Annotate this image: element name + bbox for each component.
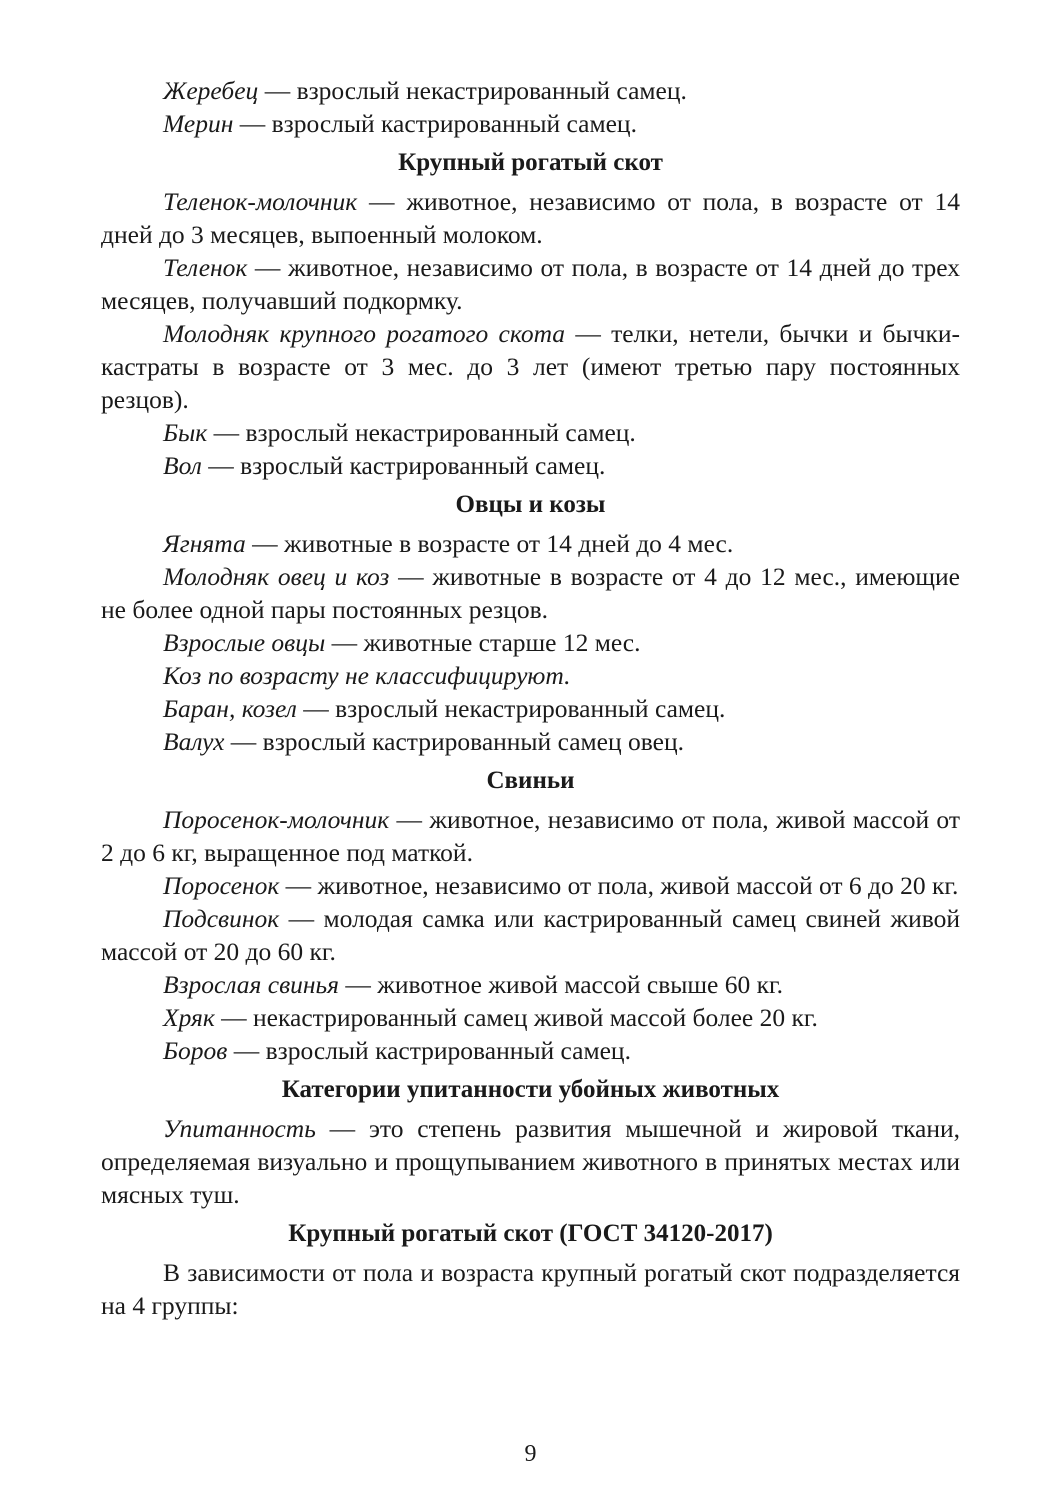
definition-paragraph bbox=[101, 449, 960, 482]
definition-paragraph bbox=[101, 416, 960, 449]
term: Бык bbox=[163, 418, 208, 447]
definition-text: — животные в возрасте от 4 до 12 мес., имеющие не более одной пары постоянных резцов. bbox=[101, 562, 960, 624]
definition-paragraph bbox=[101, 902, 960, 968]
term: Баран, козел bbox=[163, 694, 297, 723]
definition-text: — животное живой массой свыше 60 кг. bbox=[339, 970, 783, 999]
definition-text: — животное, независимо от пола, живой массой от 2 до 6 кг, выращенное под маткой. bbox=[101, 805, 960, 867]
body-paragraph bbox=[101, 1256, 960, 1322]
term: Взрослые овцы bbox=[163, 628, 326, 657]
definition-text: — животные в возрасте от 14 дней до 4 мес. bbox=[245, 529, 734, 558]
term: Хряк bbox=[163, 1003, 215, 1032]
definition-text: — животное, независимо от пола, живой массой от 6 до 20 кг. bbox=[279, 871, 959, 900]
definition-paragraph bbox=[101, 869, 960, 902]
term: Теленок bbox=[163, 253, 248, 282]
definition-paragraph bbox=[101, 626, 960, 659]
term: Подсвинок bbox=[163, 904, 280, 933]
term: Валух bbox=[163, 727, 225, 756]
definition-paragraph bbox=[101, 659, 960, 692]
term: Поросенок bbox=[163, 871, 280, 900]
term: Боров bbox=[163, 1036, 228, 1065]
definition-paragraph bbox=[101, 74, 960, 107]
section-heading: Крупный рогатый скот (ГОСТ 34120-2017) bbox=[288, 1220, 773, 1247]
definition-paragraph bbox=[101, 317, 960, 416]
definition-paragraph bbox=[101, 560, 960, 626]
term: Теленок-молочник bbox=[163, 187, 358, 216]
definition-text: — животное, независимо от пола, в возрасте от 14 дней до 3 месяцев, выпоенный молоком. bbox=[101, 187, 960, 249]
definition-text: — взрослый некастрированный самец. bbox=[258, 76, 687, 105]
definition-text: — взрослый кастрированный самец. bbox=[201, 451, 606, 480]
term: Молодняк овец и коз bbox=[163, 562, 390, 591]
definition-paragraph bbox=[101, 1001, 960, 1034]
term: Вол bbox=[163, 451, 202, 480]
definition-text: — молодая самка или кастрированный самец свиней живой массой от 20 до 60 кг. bbox=[101, 904, 960, 966]
section-heading: Овцы и козы bbox=[455, 491, 606, 518]
term: Молодняк крупного рогатого скота bbox=[163, 319, 566, 348]
definition-paragraph bbox=[101, 107, 960, 140]
term: Ягнята bbox=[163, 529, 246, 558]
definition-paragraph bbox=[101, 968, 960, 1001]
definition-paragraph bbox=[101, 1034, 960, 1067]
definition-text: — животные старше 12 мес. bbox=[325, 628, 641, 657]
definition-paragraph bbox=[101, 251, 960, 317]
paragraph-text: В зависимости от пола и возраста крупный рогатый скот подразделяется на 4 группы: bbox=[101, 1258, 960, 1320]
definition-text: — взрослый некастрированный самец. bbox=[296, 694, 726, 723]
section-heading: Категории упитанности убойных животных bbox=[281, 1076, 780, 1103]
definition-text: — взрослый некастрированный самец. bbox=[207, 418, 636, 447]
term: Жеребец bbox=[163, 76, 259, 105]
definition-text: — животное, независимо от пола, в возрасте от 14 дней до трех месяцев, получавший подкормку. bbox=[101, 253, 960, 315]
definition-paragraph bbox=[101, 1112, 960, 1211]
term: Коз по возрасту не классифицируют. bbox=[163, 661, 571, 690]
definition-paragraph bbox=[101, 527, 960, 560]
term: Упитанность bbox=[163, 1114, 316, 1143]
definition-text: — взрослый кастрированный самец овец. bbox=[224, 727, 684, 756]
definition-text: — это степень развития мышечной и жировой ткани, определяемая визуально и прощупыванием животного в принятых местах или мясных туш. bbox=[101, 1114, 960, 1209]
definition-text: — взрослый кастрированный самец. bbox=[227, 1036, 631, 1065]
definition-text: — взрослый кастрированный самец. bbox=[233, 109, 637, 138]
definition-paragraph bbox=[101, 803, 960, 869]
definition-paragraph bbox=[101, 725, 960, 758]
section-heading: Свиньи bbox=[486, 767, 575, 794]
section-heading: Крупный рогатый скот bbox=[398, 149, 663, 176]
page-body bbox=[101, 74, 960, 1322]
term: Поросенок-молочник bbox=[163, 805, 390, 834]
definition-text: — некастрированный самец живой массой более 20 кг. bbox=[214, 1003, 818, 1032]
definition-text: — телки, нетели, бычки и бычки-кастраты в возрасте от 3 мес. до 3 лет (имеют третью пару постоянных резцов). bbox=[101, 319, 960, 414]
term: Мерин bbox=[163, 109, 234, 138]
definition-paragraph bbox=[101, 692, 960, 725]
page-number: 9 bbox=[524, 1441, 537, 1467]
definition-paragraph bbox=[101, 185, 960, 251]
term: Взрослая свинья bbox=[163, 970, 339, 999]
